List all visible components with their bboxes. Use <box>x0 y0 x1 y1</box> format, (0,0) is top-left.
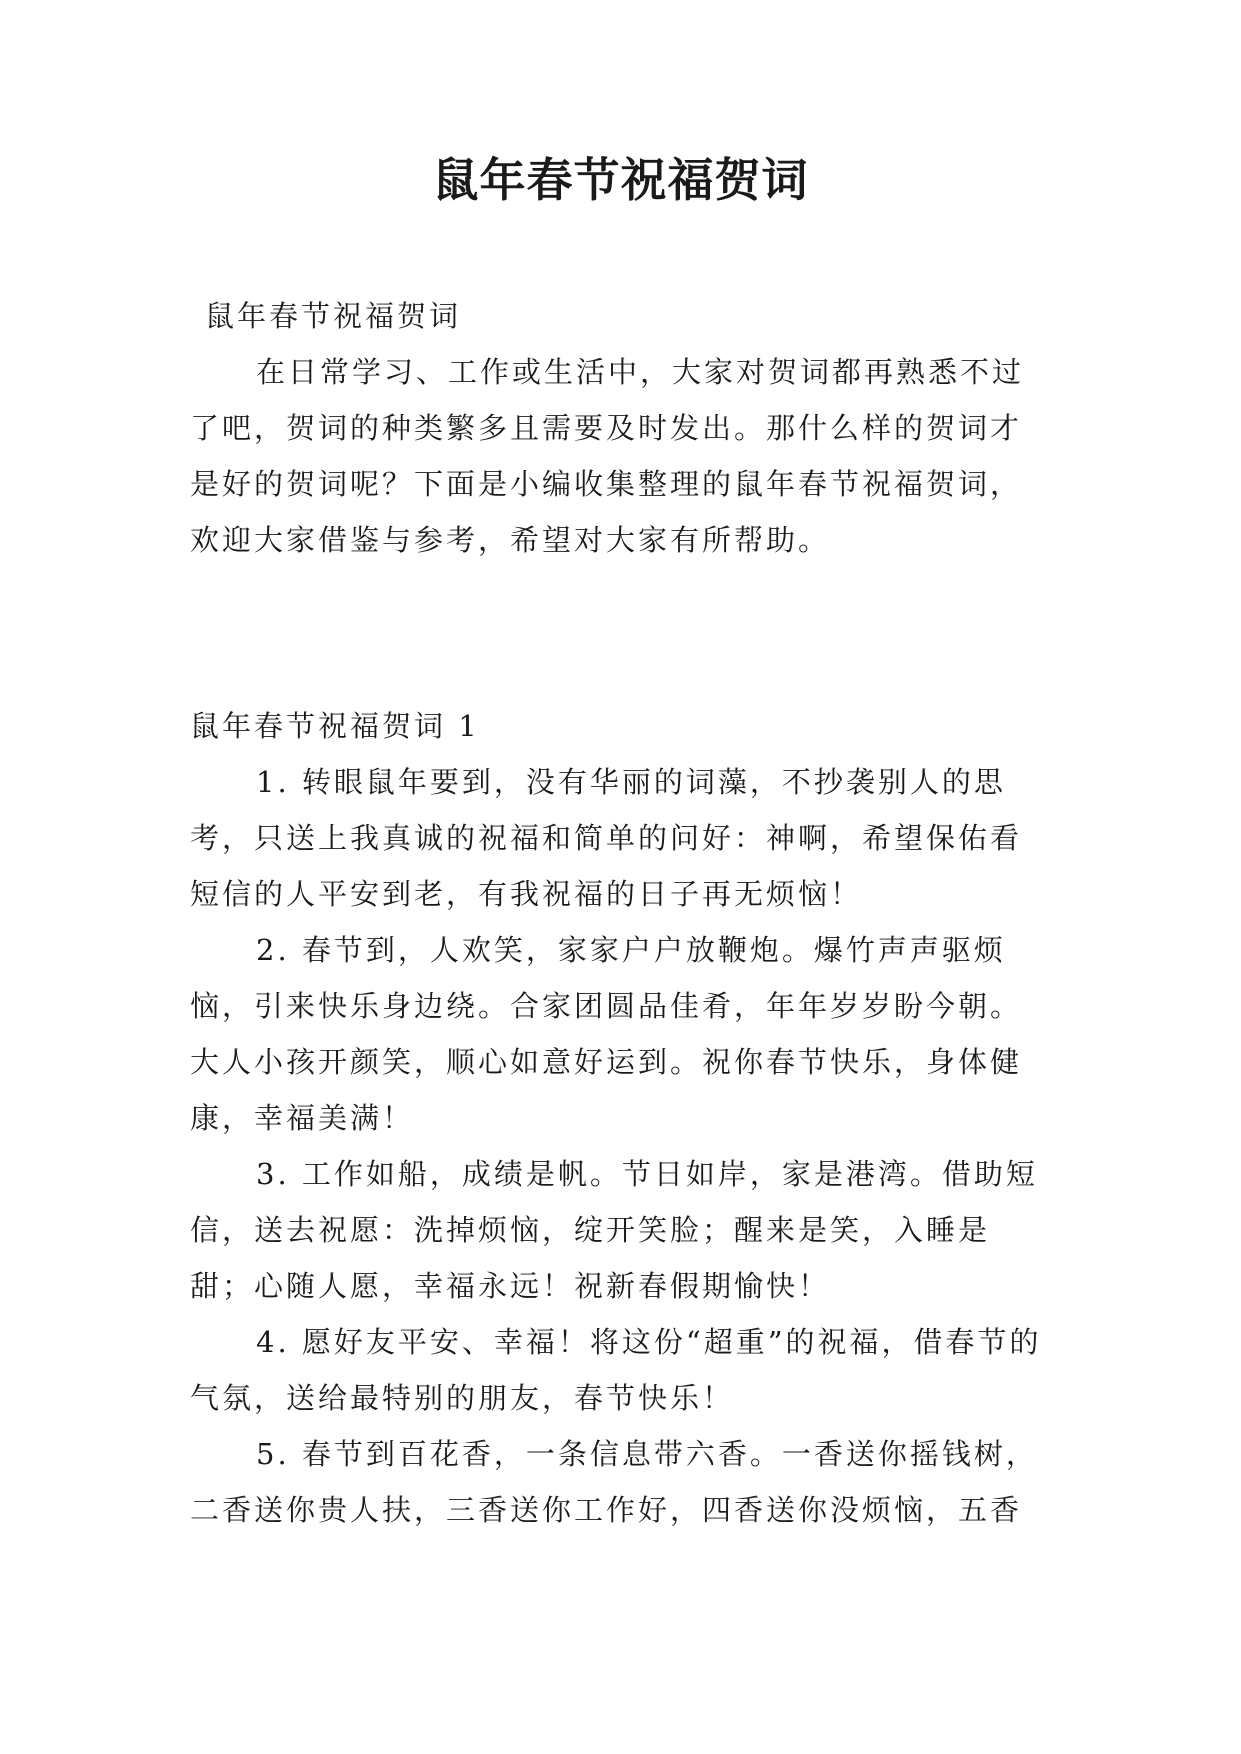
greeting-item: 3. 工作如船，成绩是帆。节日如岸，家是港湾。借助短信，送去祝愿：洗掉烦恼，绽开笑脸；醒来是笑，入睡是甜；心随人愿，幸福永远！祝新春假期愉快！ <box>190 1157 1038 1303</box>
document-title: 鼠年春节祝福贺词 <box>432 153 809 207</box>
greeting-item: 4. 愿好友平安、幸福！将这份“超重”的祝福，借春节的气氛，送给最特别的朋友，春节快乐！ <box>190 1325 1042 1415</box>
section-heading: 鼠年春节祝福贺词 1 <box>190 709 480 743</box>
intro-paragraph: 在日常学习、工作或生活中，大家对贺词都再熟悉不过了吧，贺词的种类繁多且需要及时发出。那什么样的贺词才是好的贺词呢？下面是小编收集整理的鼠年春节祝福贺词，欢迎大家借鉴与参考，希望对大家有所帮助。 <box>190 355 1025 557</box>
greeting-item: 2. 春节到，人欢笑，家家户户放鞭炮。爆竹声声驱烦恼，引来快乐身边绕。合家团圆品佳肴，年年岁岁盼今朝。大人小孩开颜笑，顺心如意好运到。祝你春节快乐，身体健康，幸福美满！ <box>190 933 1023 1135</box>
greeting-item: 1. 转眼鼠年要到，没有华丽的词藻，不抄袭别人的思考，只送上我真诚的祝福和简单的问好：神啊，希望保佑看短信的人平安到老，有我祝福的日子再无烦恼！ <box>190 765 1023 911</box>
greeting-list <box>190 754 1050 1538</box>
greeting-item: 5. 春节到百花香，一条信息带六香。一香送你摇钱树，二香送你贵人扶，三香送你工作好，四香送你没烦恼，五香 <box>190 1437 1038 1527</box>
document-subtitle: 鼠年春节祝福贺词 <box>205 299 462 333</box>
